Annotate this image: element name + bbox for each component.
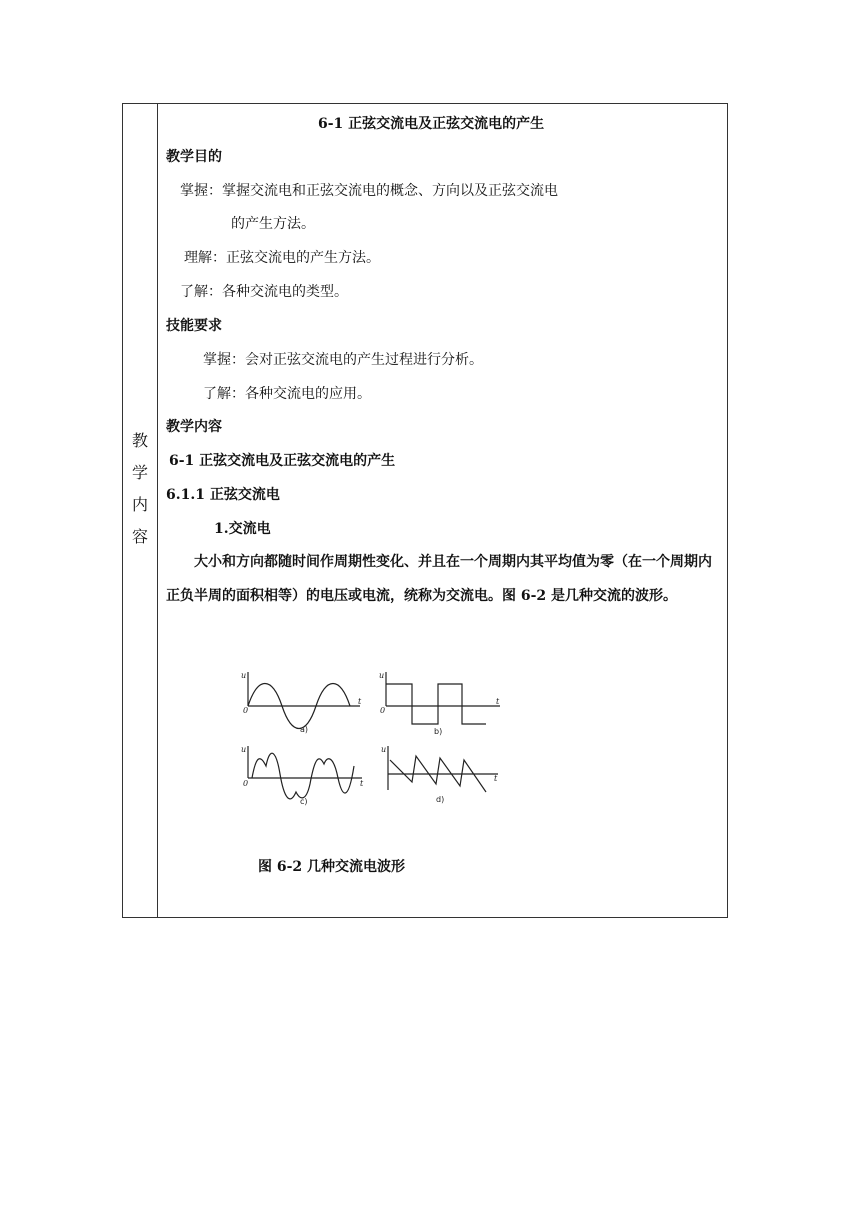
axis-label-u: u bbox=[381, 745, 387, 754]
figure-caption: 图 6-2 几种交流电波形 bbox=[258, 859, 406, 875]
axis-label-u: u bbox=[379, 671, 385, 680]
axis-label-t: t bbox=[358, 697, 362, 706]
origin-label: 0 bbox=[243, 779, 249, 788]
axis-label-u: u bbox=[241, 671, 247, 680]
objectives-heading: 教学目的 bbox=[166, 149, 222, 165]
objective-master-line1: 掌握：掌握交流电和正弦交流电的概念、方向以及正弦交流电 bbox=[180, 183, 558, 199]
side-char: 学 bbox=[131, 463, 148, 482]
subsection-heading: 6.1.1 正弦交流电 bbox=[166, 487, 280, 503]
objective-understand: 理解：正弦交流电的产生方法。 bbox=[184, 250, 380, 266]
objective-know: 了解：各种交流电的类型。 bbox=[180, 284, 348, 300]
content-heading: 教学内容 bbox=[166, 419, 222, 435]
side-char: 内 bbox=[131, 495, 148, 514]
panel-b bbox=[386, 672, 500, 724]
panel-d bbox=[388, 746, 498, 792]
origin-label: 0 bbox=[380, 706, 386, 715]
waveform-svg bbox=[230, 666, 520, 816]
section-heading: 6-1 正弦交流电及正弦交流电的产生 bbox=[169, 453, 396, 469]
irregular-wave bbox=[252, 753, 354, 799]
page-title: 6-1 正弦交流电及正弦交流电的产生 bbox=[318, 116, 545, 132]
body-paragraph: 大小和方向都随时间作周期性变化、并且在一个周期内其平均值为零（在一个周期内正负半周的面积相等）的电压或电流，统称为交流电。图 6-2 是几种交流的波形。 bbox=[166, 554, 712, 604]
side-char: 容 bbox=[131, 527, 148, 546]
skill-master: 掌握：会对正弦交流电的产生过程进行分析。 bbox=[203, 352, 483, 368]
square-wave bbox=[386, 684, 486, 724]
panel-a bbox=[248, 672, 360, 729]
panel-label-c: c) bbox=[300, 797, 308, 806]
panel-label-b: b) bbox=[434, 727, 443, 736]
axis-label-u: u bbox=[241, 745, 247, 754]
panel-label-d: d) bbox=[436, 795, 445, 804]
waveform-figure bbox=[230, 666, 520, 816]
skill-know: 了解：各种交流电的应用。 bbox=[203, 386, 371, 402]
axis-label-t: t bbox=[496, 697, 500, 706]
origin-label: 0 bbox=[243, 706, 249, 715]
side-label bbox=[122, 425, 158, 553]
axis-label-t: t bbox=[360, 779, 364, 788]
objective-master-line2: 的产生方法。 bbox=[231, 216, 315, 232]
skills-heading: 技能要求 bbox=[166, 318, 222, 334]
panel-c bbox=[248, 746, 362, 799]
panel-label-a: a) bbox=[300, 725, 309, 734]
item-heading: 1.交流电 bbox=[214, 521, 271, 537]
axis-label-t: t bbox=[494, 774, 498, 783]
side-char: 教 bbox=[131, 431, 148, 450]
